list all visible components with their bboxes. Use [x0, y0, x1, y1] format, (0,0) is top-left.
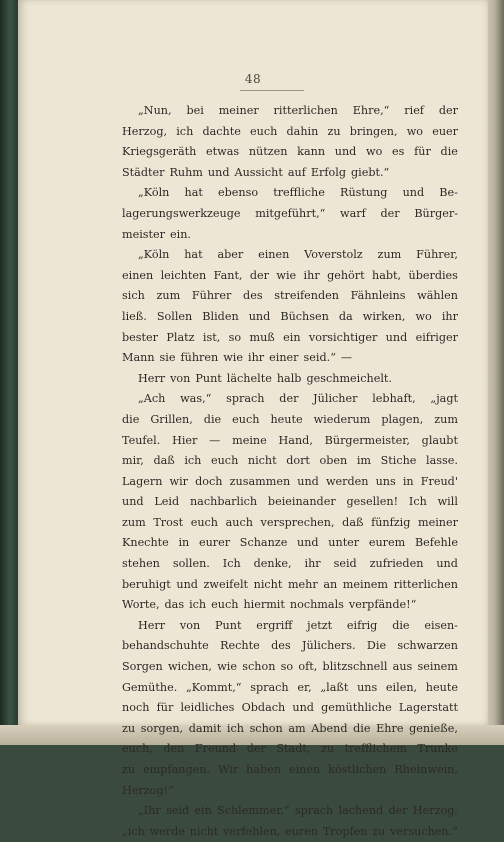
text-line: meister ein.	[122, 227, 191, 241]
text-line: lagerungswerkzeuge mitgeführt,“ warf der Bürger-	[122, 206, 458, 220]
text-line: mir, daß ich euch nicht dort oben im Stiche lasse.	[122, 454, 458, 468]
text-line: behandschuhte Rechte des Jülichers. Die schwarzen	[122, 639, 458, 653]
text-line: Sorgen wichen, wie schon so oft, blitzschnell aus seinem	[122, 660, 458, 674]
text-line: Herzog, ich dachte euch dahin zu bringen, wo euer	[122, 124, 458, 138]
body-text	[122, 101, 458, 842]
text-line: zum Trost euch auch versprechen, daß fünfzig meiner	[122, 515, 458, 529]
text-line: „Ihr seid ein Schlemmer,“ sprach lachend der Herzog,	[138, 804, 458, 818]
text-line: „Ach was,“ sprach der Jülicher lebhaft, „jagt	[138, 392, 458, 406]
text-line: Gemüthe. „Kommt,“ sprach er, „laßt uns eilen, heute	[122, 680, 458, 694]
text-line: Herr von Punt lächelte halb geschmeichelt.	[138, 371, 392, 385]
text-line: Teufel. Hier — meine Hand, Bürgermeister, glaubt	[122, 433, 458, 447]
page-number: 48	[244, 72, 262, 86]
text-line: ließ. Sollen Bliden und Büchsen da wirken, wo ihr	[122, 309, 458, 323]
text-line: zu empfangen. Wir haben einen köstlichen Rheinwein,	[122, 763, 458, 776]
text-line: „Köln hat aber einen Voverstolz zum Führer,	[138, 248, 458, 262]
text-line: Mann sie führen wie ihr einer seid.“ —	[122, 351, 353, 365]
text-line: noch für leidliches Obdach und gemüthliche Lagerstatt	[122, 701, 458, 715]
text-line: „Köln hat ebenso treffliche Rüstung und Be-	[138, 186, 458, 200]
book-page	[18, 0, 488, 838]
page-number-rule	[240, 90, 304, 91]
text-line: Herzog!“	[122, 783, 174, 797]
backdrop-right	[488, 0, 504, 745]
text-line: euch, den Freund der Stadt, zu trefflichem Trunke	[122, 742, 458, 756]
text-line: Worte, das ich euch hiermit nochmals verpfände!“	[122, 598, 417, 612]
text-line: Lagern wir doch zusammen und werden uns in Freud'	[122, 474, 458, 488]
text-line: sich zum Führer des streifenden Fähnleins wählen	[122, 289, 458, 303]
text-line: „ich werde nicht verfehlen, euren Tropfen zu versuchen.“	[122, 824, 458, 838]
text-line: zu sorgen, damit ich schon am Abend die Ehre genieße,	[122, 721, 458, 735]
text-line: „Nun, bei meiner ritterlichen Ehre,“ rief der	[138, 104, 458, 117]
text-line: stehen sollen. Ich denke, ihr seid zufrieden und	[122, 557, 458, 571]
text-line: beruhigt und zweifelt nicht mehr an meinem ritterlichen	[122, 577, 458, 591]
text-line: die Grillen, die euch heute wiederum plagen, zum	[122, 412, 458, 426]
text-line: Kriegsgeräth etwas nützen kann und wo es für die	[122, 145, 458, 159]
text-line: Knechte in eurer Schanze und unter eurem Befehle	[122, 536, 458, 550]
text-line: und Leid nachbarlich beieinander gesellen! Ich will	[122, 495, 458, 509]
text-line: Städter Ruhm und Aussicht auf Erfolg giebt.“	[122, 165, 390, 179]
text-line: bester Platz ist, so muß ein vorsichtiger und eifriger	[122, 330, 458, 344]
backdrop-left	[0, 0, 18, 745]
text-line: Herr von Punt ergriff jetzt eifrig die eisen-	[138, 618, 458, 632]
text-line: einen leichten Fant, der wie ihr gehört habt, überdies	[122, 268, 458, 282]
